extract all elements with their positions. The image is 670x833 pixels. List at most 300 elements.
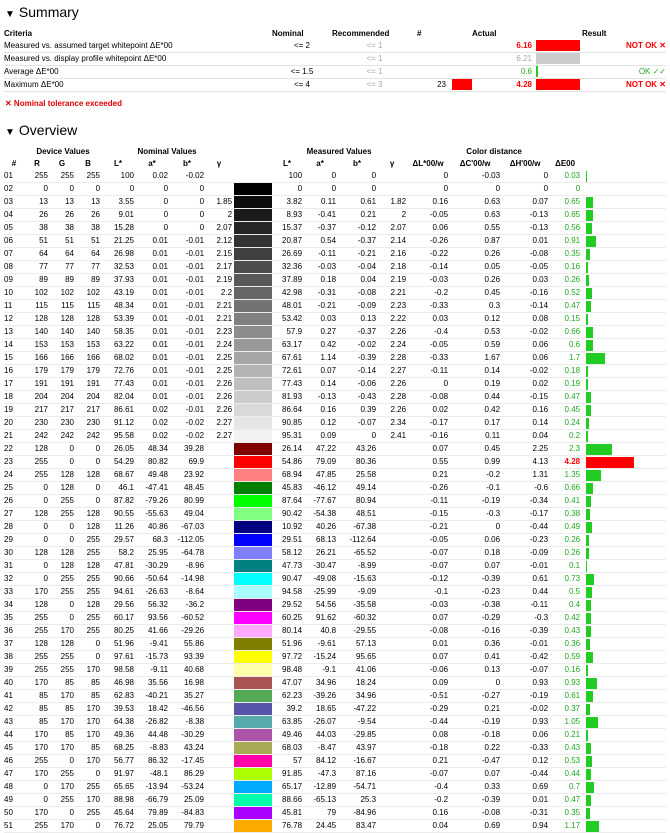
patch-value: 43.19 <box>102 287 136 300</box>
delta-e-bar <box>582 690 666 703</box>
patch-value: 97.61 <box>102 651 136 664</box>
patch-value: 255 <box>50 495 76 508</box>
patch-value: 15.28 <box>102 222 136 235</box>
patch-value <box>206 794 234 807</box>
delta-e-bar <box>582 638 666 651</box>
measured-value <box>378 183 408 196</box>
patch-value: -112.05 <box>170 534 206 547</box>
measured-value: -0.19 <box>450 716 502 729</box>
device-values-header: Device Values <box>36 147 90 156</box>
patch-value: 64 <box>76 248 102 261</box>
patch-value: 0 <box>50 755 76 768</box>
delta-e-value: 0.26 <box>550 547 582 560</box>
measured-value: 0.16 <box>502 404 550 417</box>
measured-value <box>378 534 408 547</box>
delta-e-value: 0.41 <box>550 495 582 508</box>
measured-value: 65.17 <box>272 781 304 794</box>
patch-row <box>4 768 666 781</box>
overview-heading[interactable] <box>5 122 77 138</box>
patch-value: 170 <box>26 729 50 742</box>
patch-value <box>206 469 234 482</box>
measured-value: 0.36 <box>450 638 502 651</box>
measured-value: 20.87 <box>272 235 304 248</box>
color-swatch <box>234 404 272 417</box>
patch-value: 77.43 <box>102 378 136 391</box>
patch-value: 85 <box>76 677 102 690</box>
patch-value: 26.05 <box>102 443 136 456</box>
patch-value: 26 <box>26 209 50 222</box>
patch-value: 80.25 <box>102 625 136 638</box>
patch-value: 128 <box>76 521 102 534</box>
color-swatch <box>234 625 272 638</box>
patch-value: 255 <box>50 651 76 664</box>
measured-value: -0.07 <box>408 547 450 560</box>
measured-value: -0.08 <box>408 391 450 404</box>
patch-value: 38 <box>4 651 26 664</box>
patch-value: 170 <box>76 716 102 729</box>
patch-value: 0.01 <box>136 365 170 378</box>
patch-row <box>4 729 666 742</box>
patch-value: 0 <box>76 183 102 196</box>
patch-value: 128 <box>50 638 76 651</box>
patch-value: -8.96 <box>170 560 206 573</box>
measured-value: -0.31 <box>502 807 550 820</box>
patch-value: 68.67 <box>102 469 136 482</box>
patch-value <box>206 651 234 664</box>
measured-value: -0.05 <box>408 339 450 352</box>
patch-value: 44.48 <box>136 729 170 742</box>
tolerance-warning: ✕ Nominal tolerance exceeded <box>5 99 122 108</box>
patch-value: 0 <box>76 495 102 508</box>
measured-value: -0.3 <box>450 508 502 521</box>
delta-e-bar <box>582 755 666 768</box>
color-swatch <box>234 430 272 443</box>
patch-value: 102 <box>76 287 102 300</box>
patch-row <box>4 547 666 560</box>
measured-value: 0.06 <box>408 222 450 235</box>
patch-value: 93.39 <box>170 651 206 664</box>
delta-e-value: 0.6 <box>550 339 582 352</box>
patch-value: 115 <box>26 300 50 313</box>
measured-value: 0.61 <box>338 196 378 209</box>
patch-value: 35.27 <box>170 690 206 703</box>
patch-value: 21 <box>4 430 26 443</box>
measured-value: 0.12 <box>502 755 550 768</box>
patch-value: 128 <box>76 469 102 482</box>
patch-value: 179 <box>26 365 50 378</box>
patch-value <box>206 807 234 820</box>
measured-value: -26.07 <box>304 716 338 729</box>
patch-value: 37.93 <box>102 274 136 287</box>
color-swatch <box>234 417 272 430</box>
measured-value: -0.17 <box>408 417 450 430</box>
measured-value: 0.63 <box>450 209 502 222</box>
delta-e-bar <box>582 222 666 235</box>
measured-value: -29.85 <box>338 729 378 742</box>
patch-value: 0.01 <box>136 261 170 274</box>
measured-value: -0.13 <box>304 391 338 404</box>
measured-value: 94.58 <box>272 586 304 599</box>
delta-e-value: 0.47 <box>550 391 582 404</box>
color-swatch <box>234 443 272 456</box>
delta-e-bar <box>582 287 666 300</box>
color-swatch <box>234 651 272 664</box>
measured-value: 2.19 <box>378 274 408 287</box>
delta-e-bar <box>582 443 666 456</box>
patch-value: 2.2 <box>206 287 234 300</box>
patch-value: 170 <box>50 781 76 794</box>
patch-value: 51 <box>50 235 76 248</box>
result-cell <box>582 53 666 66</box>
measured-value <box>378 599 408 612</box>
delta-e-value: 0.47 <box>550 300 582 313</box>
measured-value: 0.11 <box>450 430 502 443</box>
patch-value: 94.61 <box>102 586 136 599</box>
measured-value: 0.03 <box>502 274 550 287</box>
measured-value: 48.51 <box>338 508 378 521</box>
actual-bar-cell <box>532 53 582 66</box>
color-swatch <box>234 326 272 339</box>
actual-bar <box>536 40 580 51</box>
patch-value: 128 <box>76 560 102 573</box>
measured-value: -39.26 <box>304 690 338 703</box>
patch-value: 49 <box>4 794 26 807</box>
measured-value: 53.42 <box>272 313 304 326</box>
measured-value: 62.23 <box>272 690 304 703</box>
patch-value: -0.02 <box>170 417 206 430</box>
color-swatch <box>234 183 272 196</box>
measured-value: 25.58 <box>338 469 378 482</box>
delta-e-bar <box>582 209 666 222</box>
measured-value: -112.64 <box>338 534 378 547</box>
patch-value: -67.03 <box>170 521 206 534</box>
patch-value: 49.04 <box>170 508 206 521</box>
patch-row <box>4 495 666 508</box>
measured-value: 15.37 <box>272 222 304 235</box>
delta-e-bar <box>582 729 666 742</box>
patch-value <box>206 560 234 573</box>
summary-heading[interactable] <box>5 4 79 20</box>
criteria-cell: Measured vs. display profile whitepoint ΔE*00 <box>4 53 272 66</box>
delta-e-bar <box>582 807 666 820</box>
delta-e-value: 1.05 <box>550 716 582 729</box>
recommended-cell: <= 3 <box>332 79 417 92</box>
patch-value: 0 <box>76 443 102 456</box>
color-swatch <box>234 170 272 183</box>
patch-value <box>206 547 234 560</box>
measured-value <box>378 547 408 560</box>
patch-row <box>4 742 666 755</box>
patch-value: -40.21 <box>136 690 170 703</box>
patch-value: 22 <box>4 443 26 456</box>
delta-e-value: 0.4 <box>550 599 582 612</box>
column-header: G <box>58 159 66 168</box>
measured-value: 0.22 <box>450 742 502 755</box>
patch-value: 217 <box>26 404 50 417</box>
actual-bar-cell <box>532 79 582 92</box>
patch-value: 255 <box>26 456 50 469</box>
patch-value: -29.26 <box>170 625 206 638</box>
patch-value: 255 <box>26 625 50 638</box>
measured-value <box>378 703 408 716</box>
patch-value: 128 <box>26 313 50 326</box>
measured-value: -8.47 <box>304 742 338 755</box>
measured-value: 80.14 <box>272 625 304 638</box>
patch-value: 170 <box>26 586 50 599</box>
patch-value: 88.98 <box>102 794 136 807</box>
patch-value: 65.65 <box>102 781 136 794</box>
patch-row <box>4 339 666 352</box>
measured-value: 91.85 <box>272 768 304 781</box>
measured-value: -0.12 <box>338 222 378 235</box>
patch-value: 170 <box>76 664 102 677</box>
delta-e-value: 0.65 <box>550 209 582 222</box>
measured-value: -0.18 <box>450 729 502 742</box>
measured-value: -30.47 <box>304 560 338 573</box>
delta-e-value: 0.61 <box>550 690 582 703</box>
measured-value: -0.21 <box>304 300 338 313</box>
measured-value: 0.09 <box>304 430 338 443</box>
patch-value: 13 <box>26 196 50 209</box>
patch-value: -8.38 <box>170 716 206 729</box>
patch-value: 128 <box>26 638 50 651</box>
count-cell <box>417 66 472 79</box>
patch-value: 0 <box>50 534 76 547</box>
delta-e-value: 0.73 <box>550 573 582 586</box>
delta-e-value: 0.7 <box>550 781 582 794</box>
delta-e-value: 0.43 <box>550 625 582 638</box>
measured-value: -0.44 <box>502 521 550 534</box>
measured-value <box>378 807 408 820</box>
measured-value: 0.08 <box>502 313 550 326</box>
color-swatch <box>234 222 272 235</box>
patch-row <box>4 417 666 430</box>
measured-value: 10.92 <box>272 521 304 534</box>
patch-value: 255 <box>76 170 102 183</box>
patch-value: 44 <box>4 729 26 742</box>
measured-value: 0 <box>338 183 378 196</box>
patch-value: 85 <box>50 677 76 690</box>
patch-value: 42 <box>4 703 26 716</box>
patch-value: 31 <box>4 560 26 573</box>
patch-value: -9.41 <box>136 638 170 651</box>
measured-value: -0.01 <box>502 638 550 651</box>
measured-value: 2.21 <box>378 287 408 300</box>
measured-value: 47.07 <box>272 677 304 690</box>
summary-title: Summary <box>18 4 79 20</box>
measured-value: -0.11 <box>408 365 450 378</box>
delta-e-value: 0.24 <box>550 417 582 430</box>
delta-e-bar <box>582 235 666 248</box>
patch-row <box>4 677 666 690</box>
delta-e-bar <box>582 456 666 469</box>
column-header: R <box>34 159 40 168</box>
measured-value: 0 <box>502 183 550 196</box>
color-swatch <box>234 313 272 326</box>
measured-value <box>378 456 408 469</box>
patch-value: 191 <box>50 378 76 391</box>
delta-e-value: 0.56 <box>550 222 582 235</box>
measured-value: 0.04 <box>338 274 378 287</box>
patch-value: 0 <box>50 807 76 820</box>
patch-value: 0 <box>76 651 102 664</box>
measured-value: 0.63 <box>450 196 502 209</box>
collapse-triangle-icon[interactable]: ▼ <box>5 9 15 20</box>
column-header: b* <box>183 159 192 168</box>
measured-value: -84.96 <box>338 807 378 820</box>
patch-value: 82.04 <box>102 391 136 404</box>
delta-e-value: 0.93 <box>550 677 582 690</box>
patch-value: -64.78 <box>170 547 206 560</box>
patch-value: 255 <box>50 508 76 521</box>
measured-value: 97.72 <box>272 651 304 664</box>
color-swatch <box>234 287 272 300</box>
color-swatch <box>234 352 272 365</box>
measured-value: -0.14 <box>408 261 450 274</box>
patch-value <box>206 742 234 755</box>
delta-e-bar <box>582 703 666 716</box>
patch-value: 0.01 <box>136 313 170 326</box>
measured-value: -0.19 <box>502 690 550 703</box>
color-swatch <box>234 586 272 599</box>
patch-value: 46 <box>4 755 26 768</box>
patch-value: 50 <box>4 807 26 820</box>
actual-bar-cell <box>532 66 582 79</box>
measured-value: -0.13 <box>502 222 550 235</box>
delta-e-value: 0 <box>550 183 582 196</box>
patch-row <box>4 599 666 612</box>
measured-value: 79.09 <box>304 456 338 469</box>
measured-value: 0.53 <box>450 326 502 339</box>
color-swatch <box>234 768 272 781</box>
patch-value: 55.86 <box>170 638 206 651</box>
count-cell: 23 <box>417 79 472 92</box>
patch-value: -15.73 <box>136 651 170 664</box>
patch-value: -8.64 <box>170 586 206 599</box>
measured-value: 0.13 <box>338 313 378 326</box>
delta-e-bar <box>582 469 666 482</box>
measured-value: -0.51 <box>408 690 450 703</box>
measured-value: 0.69 <box>450 820 502 833</box>
patch-value: -0.01 <box>170 352 206 365</box>
patch-row <box>4 638 666 651</box>
patch-value: 0.01 <box>136 274 170 287</box>
patch-value: -0.01 <box>170 287 206 300</box>
patch-value: 170 <box>50 625 76 638</box>
measured-value: -0.27 <box>450 690 502 703</box>
patch-value: 47 <box>4 768 26 781</box>
measured-value: -0.01 <box>502 560 550 573</box>
measured-value: 68.03 <box>272 742 304 755</box>
actual-cell: 4.28 <box>472 79 532 92</box>
patch-value: 85 <box>26 703 50 716</box>
measured-value: 0.16 <box>408 807 450 820</box>
color-swatch <box>234 365 272 378</box>
patch-value: 170 <box>26 768 50 781</box>
patch-value: -0.01 <box>170 404 206 417</box>
color-swatch <box>234 508 272 521</box>
measured-value <box>378 768 408 781</box>
measured-value: 0.06 <box>502 729 550 742</box>
measured-value: -0.13 <box>502 209 550 222</box>
patch-value: -0.01 <box>170 300 206 313</box>
patch-value: 255 <box>26 755 50 768</box>
patch-value <box>206 820 234 833</box>
patch-value: 191 <box>76 378 102 391</box>
patch-value: 01 <box>4 170 26 183</box>
column-header: a* <box>316 159 324 168</box>
patch-value: 115 <box>50 300 76 313</box>
patch-value: -66.79 <box>136 794 170 807</box>
measured-value: -0.26 <box>408 482 450 495</box>
patch-value: 48.34 <box>136 443 170 456</box>
measured-value: 77.43 <box>272 378 304 391</box>
column-header-spacer <box>582 158 666 170</box>
delta-e-value: 0.26 <box>550 534 582 547</box>
measured-value: -0.15 <box>408 508 450 521</box>
measured-value: 0.42 <box>304 339 338 352</box>
patch-value: 85 <box>50 729 76 742</box>
measured-value: 0.07 <box>304 365 338 378</box>
patch-value: -0.01 <box>170 339 206 352</box>
patch-value: 34 <box>4 599 26 612</box>
delta-e-value: 0.35 <box>550 248 582 261</box>
collapse-triangle-icon[interactable]: ▼ <box>5 127 15 138</box>
measured-value: 0.21 <box>408 469 450 482</box>
measured-value: -25.99 <box>304 586 338 599</box>
patch-value: 38 <box>26 222 50 235</box>
measured-value: 0.03 <box>408 313 450 326</box>
patch-value: 26.98 <box>102 248 136 261</box>
measured-value: -9.54 <box>338 716 378 729</box>
measured-value: -0.39 <box>450 573 502 586</box>
measured-value: 0.07 <box>408 443 450 456</box>
column-header: L* <box>283 159 292 168</box>
measured-value: 0 <box>408 378 450 391</box>
count-cell <box>417 53 472 66</box>
measured-value: -0.07 <box>502 664 550 677</box>
patch-value: 128 <box>76 313 102 326</box>
patch-value: 13 <box>50 196 76 209</box>
measured-value: 24.45 <box>304 820 338 833</box>
patch-value: 43 <box>4 716 26 729</box>
patch-value: 0.01 <box>136 391 170 404</box>
delta-e-value: 0.47 <box>550 794 582 807</box>
delta-e-bar <box>582 768 666 781</box>
patch-value: 69.9 <box>170 456 206 469</box>
measured-value: -0.11 <box>304 248 338 261</box>
patch-row <box>4 196 666 209</box>
delta-e-bar <box>582 794 666 807</box>
patch-value: 08 <box>4 261 26 274</box>
measured-value: -0.33 <box>408 300 450 313</box>
delta-e-bar <box>582 170 666 183</box>
measured-value: 0.21 <box>450 703 502 716</box>
measured-value: 49.46 <box>272 729 304 742</box>
actual-bar-cell <box>532 40 582 53</box>
patch-value: 32 <box>4 573 26 586</box>
patch-value: 41.66 <box>136 625 170 638</box>
patch-value: 85 <box>76 690 102 703</box>
nominal-cell: <= 4 <box>272 79 332 92</box>
measured-value: 40.8 <box>304 625 338 638</box>
actual-cell: 6.16 <box>472 40 532 53</box>
actual-cell: 0.6 <box>472 66 532 79</box>
measured-value: 98.48 <box>272 664 304 677</box>
patch-row <box>4 183 666 196</box>
patch-value: -0.02 <box>170 430 206 443</box>
patch-value: 13 <box>4 326 26 339</box>
